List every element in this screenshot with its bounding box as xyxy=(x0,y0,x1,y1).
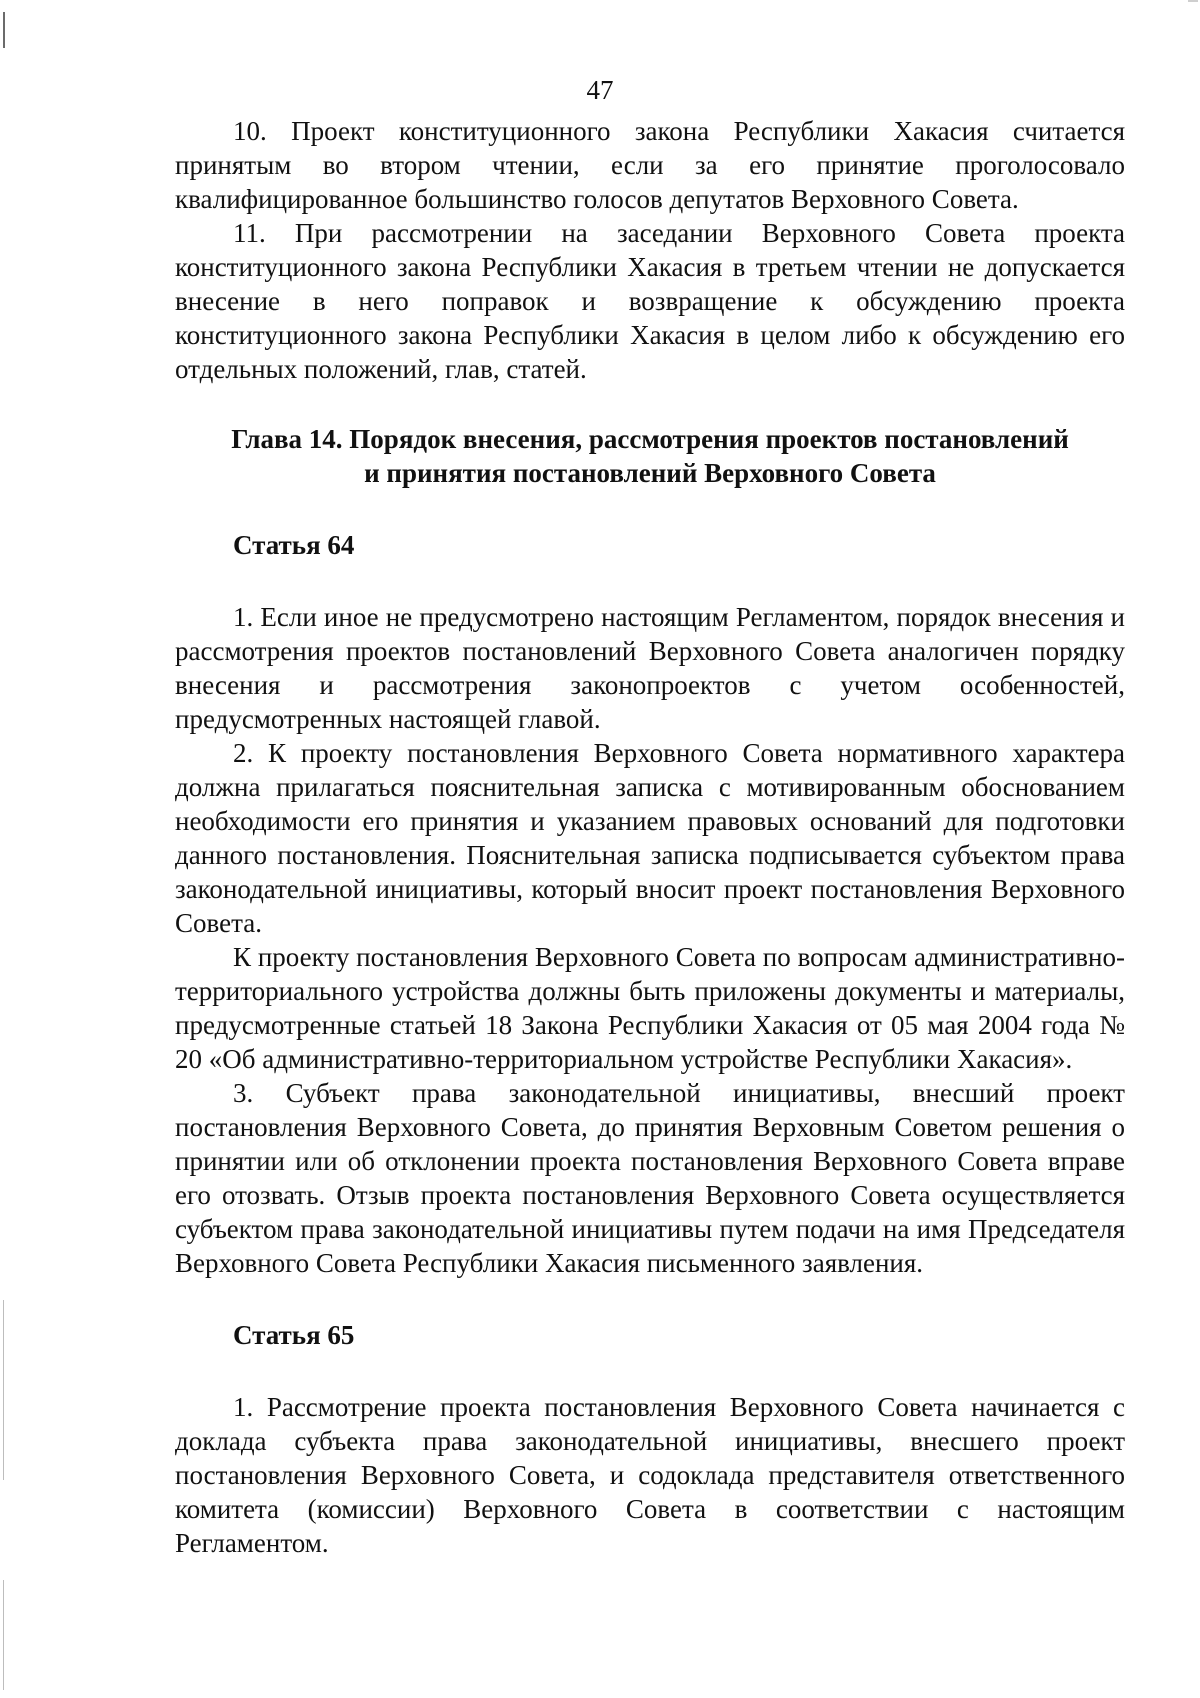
document-body xyxy=(175,114,1125,1560)
scan-artifact xyxy=(3,12,5,48)
scan-artifact xyxy=(3,1580,4,1690)
paragraph: К проекту постановления Верховного Совета по вопросам административно-территориального устройства должны быть приложены документы и материалы, предусмотренные статьей 18 Закона Республики Хакасия от 05 мая 2004 года № 20 «Об административно-территориальном устройстве Республики Хакасия». xyxy=(175,942,1125,1074)
scan-artifact xyxy=(1188,0,1198,2)
paragraph: 3. Субъект права законодательной инициативы, внесший проект постановления Верховного Совета, до принятия Верховным Советом решения о принятии или об отклонении проекта постановления Верховного Совета вправе его отозвать. Отзыв проекта постановления Верховного Совета осуществляется субъектом права законодательной инициативы путем подачи на имя Председателя Верховного Совета Республики Хакасия письменного заявления. xyxy=(175,1078,1125,1278)
paragraph: 11. При рассмотрении на заседании Верховного Совета проекта конституционного закона Республики Хакасия в третьем чтении не допускается внесение в него поправок и возвращение к обсуждению проекта конституционного закона Республики Хакасия в целом либо к обсуждению его отдельных положений, глав, статей. xyxy=(175,218,1125,384)
paragraph: 10. Проект конституционного закона Республики Хакасия считается принятым во втором чтении, если за его принятие проголосовало квалифицированное большинство голосов депутатов Верховного Совета. xyxy=(175,116,1125,214)
paragraph: 1. Рассмотрение проекта постановления Верховного Совета начинается с доклада субъекта права законодательной инициативы, внесшего проект постановления Верховного Совета, и содоклада представителя ответственного комитета (комиссии) Верховного Совета в соответствии с настоящим Регламентом. xyxy=(175,1392,1125,1558)
article-64-heading: Статья 64 xyxy=(233,530,355,560)
page-number: 47 xyxy=(586,75,614,105)
scan-artifact xyxy=(3,1300,4,1480)
paragraph: 2. К проекту постановления Верховного Совета нормативного характера должна прилагаться пояснительная записка с мотивированным обоснованием необходимости его принятия и указанием правовых оснований для подготовки данного постановления. Пояснительная записка подписывается субъектом права законодательной инициативы, который вносит проект постановления Верховного Совета. xyxy=(175,738,1125,938)
chapter-title-line-1: Глава 14. Порядок внесения, рассмотрения проектов постановлений xyxy=(231,424,1069,454)
chapter-heading xyxy=(175,422,1125,490)
article-65-heading: Статья 65 xyxy=(233,1320,355,1350)
paragraph: 1. Если иное не предусмотрено настоящим Регламентом, порядок внесения и рассмотрения проектов постановлений Верховного Совета аналогичен порядку внесения и рассмотрения законопроектов с учетом особенностей, предусмотренных настоящей главой. xyxy=(175,602,1125,734)
chapter-title-line-2: и принятия постановлений Верховного Совета xyxy=(364,458,936,488)
